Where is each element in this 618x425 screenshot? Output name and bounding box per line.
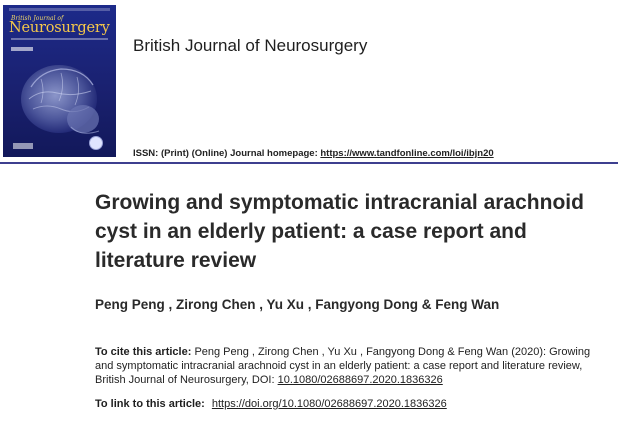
cover-journal-title: Neurosurgery <box>9 20 110 36</box>
citation-text: Peng Peng , Zirong Chen , Yu Xu , Fangyong Dong & Feng Wan (2020): Growing and symptomatic intracranial arachnoid cyst in an elderly patient: a case report and literature review, British Journal of Neurosurgery, DOI: <box>95 346 591 386</box>
issn-line <box>133 148 494 159</box>
article-link-line <box>95 398 447 410</box>
journal-name: British Journal of Neurosurgery <box>133 36 368 55</box>
journal-homepage-link[interactable]: https://www.tandfonline.com/loi/ibjn20 <box>320 148 494 159</box>
doi-link[interactable]: 10.1080/02688697.2020.1836326 <box>277 374 443 386</box>
article-title: Growing and symptomatic intracranial arachnoid cyst in an elderly patient: a case report and literature review <box>95 191 584 272</box>
citation-label: To cite this article: <box>95 346 192 358</box>
citation-block <box>95 345 610 387</box>
issn-text: ISSN: (Print) (Online) Journal homepage: <box>133 148 318 159</box>
article-doi-url-link[interactable]: https://doi.org/10.1080/02688697.2020.1836326 <box>211 398 447 410</box>
header-divider <box>0 162 618 164</box>
journal-cover <box>3 5 116 157</box>
brain-scan-image <box>11 57 115 145</box>
journal-seal-icon <box>89 136 103 150</box>
publisher-logo <box>13 143 33 149</box>
cover-tag <box>11 47 33 51</box>
article-authors: Peng Peng , Zirong Chen , Yu Xu , Fangyong Dong & Feng Wan <box>95 297 500 312</box>
cover-journal-small: British Journal of <box>11 15 64 22</box>
link-label: To link to this article: <box>95 398 205 410</box>
cover-top-strip <box>9 8 110 11</box>
cover-subtitle-strip <box>11 38 108 40</box>
